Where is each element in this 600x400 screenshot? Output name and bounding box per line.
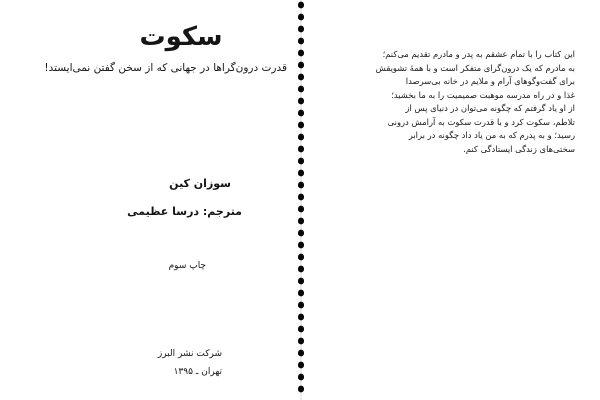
publisher-name: شرکت نشر البرز <box>157 349 222 359</box>
author-name: سوزان کین <box>169 177 231 190</box>
book-title: سکوت <box>139 22 223 52</box>
dedication-line: به مادرم که یک درون‌گرای متفکر است و با همهٔ تشویقش <box>375 62 575 73</box>
dedication-line: برای گفت‌وگوهای آرام و ملایم در خانه بی‌سر‌صدا <box>405 76 575 87</box>
translator-credit: مترجم: درسا عظیمی <box>127 205 242 218</box>
title-page <box>0 0 296 400</box>
book-subtitle: قدرت درون‌گراها در جهانی که از سخن گفتن نمی‌ایستد! <box>44 62 287 74</box>
dedication-text <box>335 48 575 156</box>
dedication-line: تلاطم، سکوت کرد و با قدرت سکوت به آرامش درونی <box>387 116 575 127</box>
dedication-line: غذا و در راه مدرسه موهبت صمیمیت را به ما بخشید؛ <box>391 89 575 100</box>
publication-city-year: تهران ـ ۱۳۹۵ <box>173 367 222 377</box>
dedication-page <box>304 0 600 400</box>
dedication-line: از او یاد گرفتم که چگونه می‌توان در دنیای پس از <box>405 103 575 114</box>
edition-text: چاپ سوم <box>168 261 206 271</box>
dedication-line: سختی‌های زندگی ایستادگی کنم. <box>463 143 575 154</box>
dedication-line: رسید؛ و به پدرم که به من یاد داد چگونه در برابر <box>408 130 575 141</box>
dedication-line: این کتاب را با تمام عشقم به پدر و مادرم تقدیم می‌کنم؛ <box>382 49 575 59</box>
